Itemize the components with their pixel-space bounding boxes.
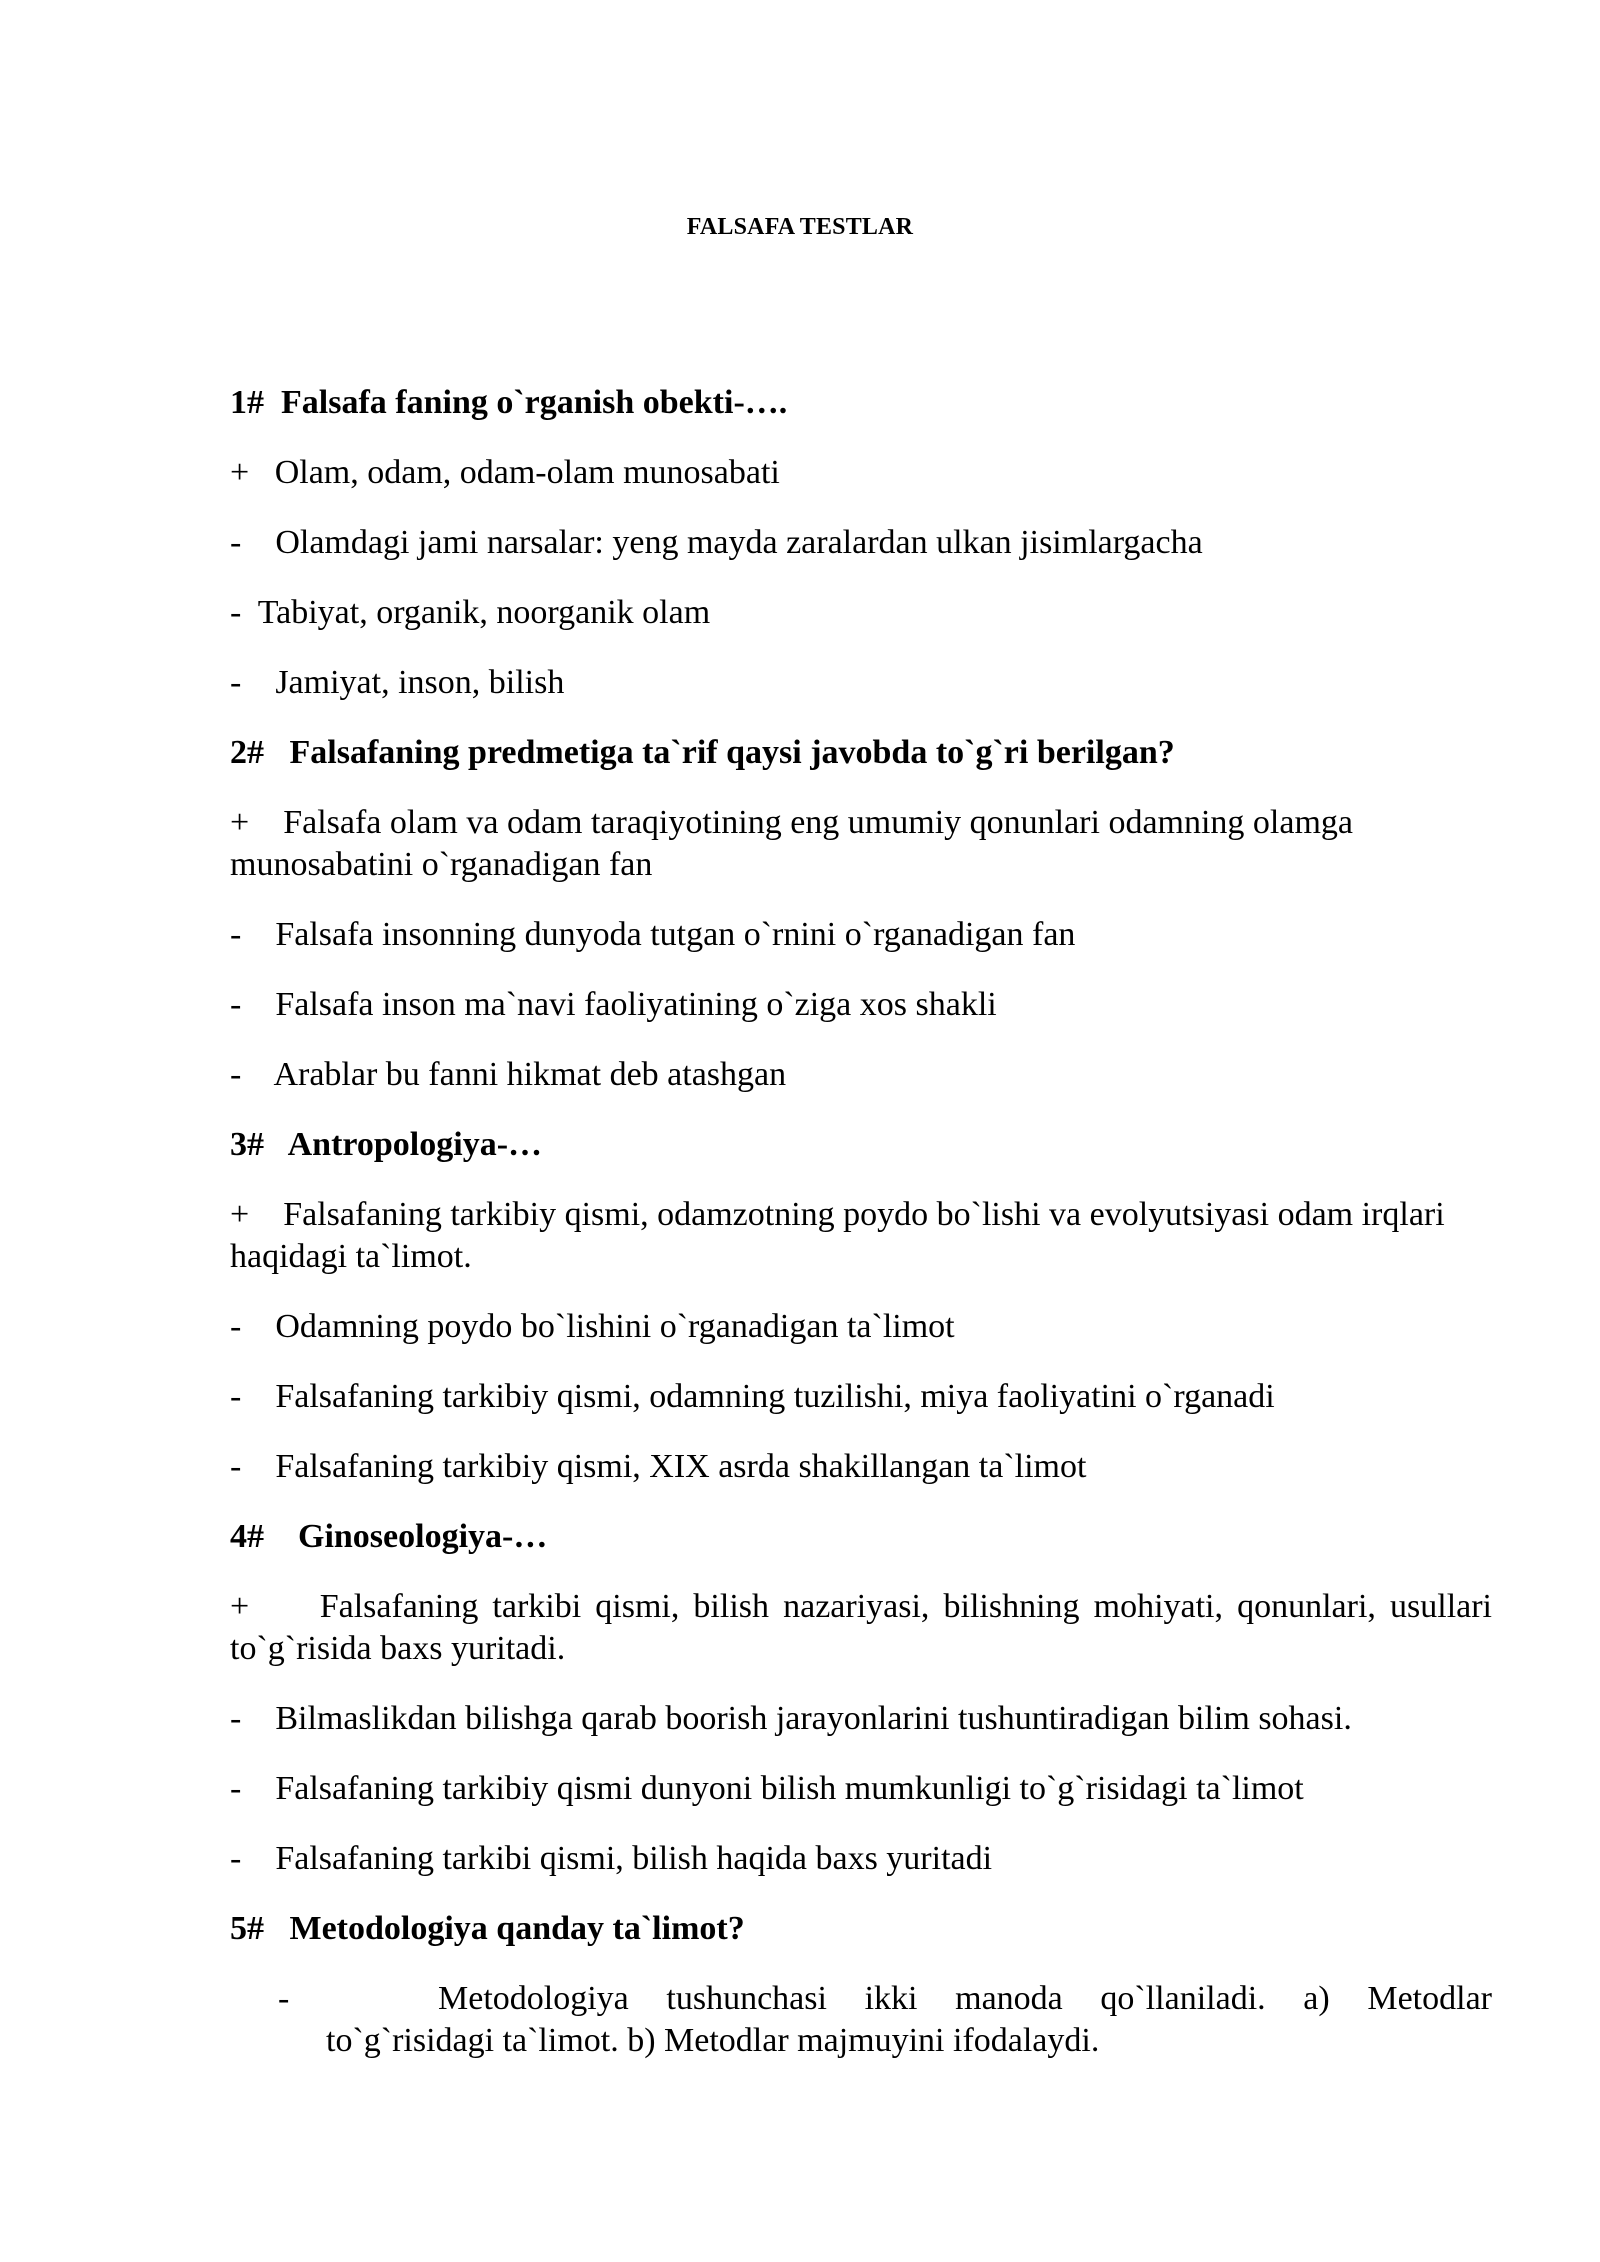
answer-text: Falsafaning tarkibiy qismi, odamning tuzilishi, miya faoliyatini o`rganadi [275, 1378, 1275, 1415]
answer-option [230, 1446, 1492, 1488]
answer-marker: - [230, 1056, 274, 1093]
answer-option [230, 1586, 1492, 1670]
answer-option [230, 522, 1492, 564]
answer-option [230, 1376, 1492, 1418]
question-heading: 4# Ginoseologiya-… [230, 1518, 548, 1555]
answer-option [230, 1768, 1492, 1810]
answer-option [230, 452, 1492, 494]
answer-option [230, 1306, 1492, 1348]
test-content [230, 382, 1492, 2090]
answer-text: Jamiyat, inson, bilish [275, 664, 565, 701]
answer-marker: - [230, 1840, 276, 1877]
answer-option [230, 662, 1492, 704]
answer-option [230, 1054, 1492, 1096]
answer-option [278, 1978, 1492, 2062]
question-heading: 1# Falsafa faning o`rganish obekti-…. [230, 384, 788, 421]
document-title: FALSAFA TESTLAR [686, 214, 914, 240]
answer-marker: - [230, 1770, 276, 1807]
answer-option [230, 1838, 1492, 1880]
answer-marker: - [230, 986, 276, 1023]
answer-option [230, 984, 1492, 1026]
answer-marker: - [230, 664, 276, 701]
answer-marker: - [230, 594, 258, 631]
answer-text: Olamdagi jami narsalar: yeng mayda zaralardan ulkan jisimlargacha [275, 524, 1203, 561]
answer-marker: + [230, 1588, 320, 1625]
answer-text: Falsafa inson ma`navi faoliyatining o`ziga xos shakli [275, 986, 997, 1023]
answer-text: Falsafa olam va odam taraqiyotining eng umumiy qonunlari odamning olamga munosabatini o`rganadigan fan [230, 804, 1354, 883]
answer-option [230, 802, 1492, 886]
answer-text: Falsafaning tarkibi qismi, bilish haqida baxs yuritadi [275, 1840, 993, 1877]
question-heading: 3# Antropologiya-… [230, 1126, 543, 1163]
answer-text: Odamning poydo bo`lishini o`rganadigan ta`limot [275, 1308, 955, 1345]
answer-text: Bilmaslikdan bilishga qarab boorish jarayonlarini tushuntiradigan bilim sohasi. [275, 1700, 1352, 1737]
answer-marker: - [278, 1980, 290, 2017]
answer-text: Metodologiya tushunchasi ikki manoda qo`llaniladi. a) Metodlar to`g`risidagi ta`limot. b) Metodlar majmuyini ifodalaydi. [326, 1980, 1492, 2059]
answer-option [230, 914, 1492, 956]
answer-marker: + [230, 804, 284, 841]
answer-marker: - [230, 524, 276, 561]
question-heading: 5# Metodologiya qanday ta`limot? [230, 1910, 745, 1947]
answer-option [230, 1698, 1492, 1740]
answer-text: Olam, odam, odam-olam munosabati [274, 454, 780, 491]
answer-marker: - [230, 1308, 276, 1345]
answer-marker: - [230, 1378, 276, 1415]
question-heading: 2# Falsafaning predmetiga ta`rif qaysi javobda to`g`ri berilgan? [230, 734, 1175, 771]
answer-text: Falsafaning tarkibiy qismi, XIX asrda shakillangan ta`limot [275, 1448, 1087, 1485]
answer-text: Tabiyat, organik, noorganik olam [257, 594, 711, 631]
answer-text: Arablar bu fanni hikmat deb atashgan [273, 1056, 787, 1093]
answer-marker: - [230, 916, 276, 953]
answer-option [230, 1194, 1492, 1278]
answer-text: Falsafaning tarkibi qismi, bilish nazariyasi, bilishning mohiyati, qonunlari, usullari to`g`risida baxs yuritadi. [230, 1588, 1492, 1667]
answer-marker: - [230, 1448, 276, 1485]
answer-marker: + [230, 1196, 284, 1233]
answer-text: Falsafaning tarkibiy qismi, odamzotning poydo bo`lishi va evolyutsiyasi odam irqlari haqidagi ta`limot. [230, 1196, 1445, 1275]
answer-text: Falsafa insonning dunyoda tutgan o`rnini o`rganadigan fan [275, 916, 1076, 953]
answer-marker: + [230, 454, 275, 491]
answer-marker: - [230, 1700, 276, 1737]
answer-text: Falsafaning tarkibiy qismi dunyoni bilish mumkunligi to`g`risidagi ta`limot [275, 1770, 1304, 1807]
answer-option [230, 592, 1492, 634]
